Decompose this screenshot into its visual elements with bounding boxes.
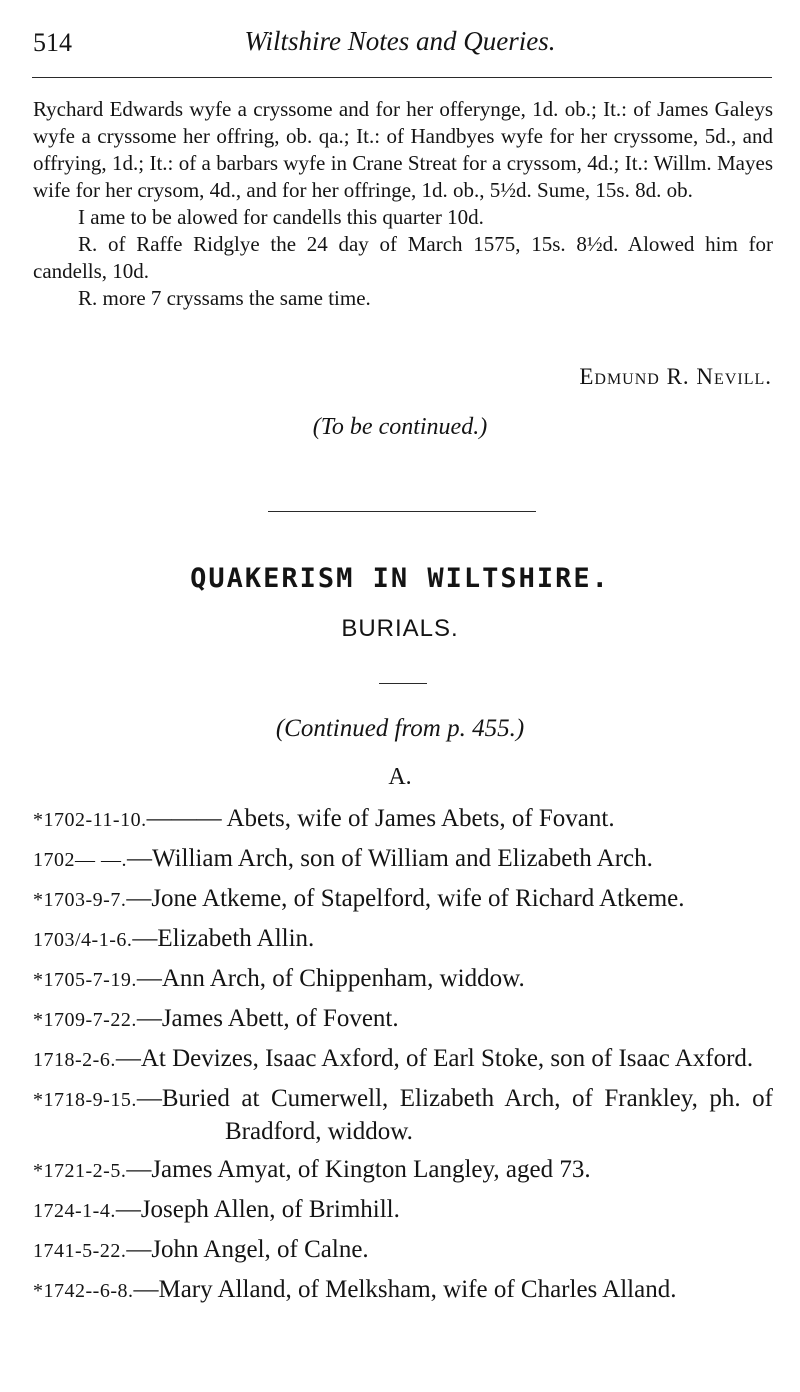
burial-entry [33, 883, 773, 916]
entry-date: 1741-5-22. [33, 1240, 127, 1262]
burial-entry [33, 1083, 773, 1147]
entry-date: 1718-2-6. [33, 1049, 116, 1071]
entry-text: —At Devizes, Isaac Axford, of Earl Stoke, son of Isaac Axford. [115, 1045, 754, 1072]
article-title: QUAKERISM IN WILTSHIRE. [190, 563, 610, 594]
burial-entry [33, 843, 773, 876]
burial-entry [33, 963, 773, 996]
entry-text: —Jone Atkeme, of Stapelford, wife of Richard Atkeme. [126, 885, 685, 912]
header-rule [32, 77, 772, 78]
burial-entry [33, 1234, 773, 1267]
article-subtitle: BURIALS. [341, 615, 459, 642]
title-divider [379, 683, 427, 684]
entry-date: 1703/4-1-6. [33, 929, 133, 951]
burial-entry [33, 1274, 773, 1307]
to-be-continued: (To be continued.) [312, 414, 488, 440]
entry-text: —Elizabeth Allin. [132, 925, 315, 952]
entry-text: —Mary Alland, of Melksham, wife of Charles Alland. [133, 1276, 677, 1303]
continued-from: (Continued from p. 455.) [275, 715, 525, 742]
entry-date: 1724-1-4. [33, 1200, 116, 1222]
entry-date: *1703-9-7. [33, 889, 127, 911]
entry-text: —John Angel, of Calne. [126, 1236, 369, 1263]
entry-date: *1709-7-22. [33, 1009, 137, 1031]
entry-text: —James Amyat, of Kington Langley, aged 73. [126, 1156, 591, 1183]
entry-text: —Ann Arch, of Chippenham, widdow. [136, 965, 525, 992]
entry-text: —Buried at Cumerwell, Elizabeth Arch, of Frankley, ph. of Bradford, widdow. [136, 1085, 773, 1145]
burial-entry [33, 803, 773, 836]
entry-text: —Joseph Allen, of Brimhill. [115, 1196, 400, 1223]
section-divider [268, 511, 536, 512]
entry-text: —William Arch, son of William and Elizabeth Arch. [127, 845, 653, 872]
entry-date: *1721-2-5. [33, 1160, 127, 1182]
entry-text: —James Abett, of Fovent. [136, 1005, 399, 1032]
page-number: 514 [33, 28, 72, 57]
burial-entry [33, 1194, 773, 1227]
entry-date: *1718-9-15. [33, 1089, 137, 1111]
previous-article-text [33, 96, 773, 312]
paragraph: R. of Raffe Ridglye the 24 day of March 1575, 15s. 8½d. Alowed him for candells, 10d. [33, 232, 773, 283]
author-signature: Edmund R. Nevill. [579, 364, 772, 389]
section-letter: A. [388, 764, 412, 790]
paragraph: Rychard Edwards wyfe a cryssome and for her offerynge, 1d. ob.; It.: of James Galeys wyfe a cryssome her offring, ob. qa.; It.: of Handbyes wyfe for her cryssome, 5d., and offrying, 1d.; It.: of a barbars wyfe in Crane Streat for a cryssom, 4d.; It.: Willm. Mayes wife for her crysom, 4d., and for her offringe, 1d. ob., 5½d. Sume, 15s. 8d. ob. [33, 97, 773, 202]
entry-date: *1705-7-19. [33, 969, 137, 991]
burial-entry [33, 1003, 773, 1036]
running-title: Wiltshire Notes and Queries. [244, 26, 556, 56]
burial-entries [33, 803, 773, 1314]
burial-entry [33, 923, 773, 956]
entry-text: ——— Abets, wife of James Abets, of Fovant. [146, 805, 615, 832]
entry-date: *1742--6-8. [33, 1280, 134, 1302]
burial-entry [33, 1043, 773, 1076]
paragraph: I ame to be alowed for candells this quarter 10d. [78, 205, 484, 229]
entry-date: *1702-11-10. [33, 809, 147, 831]
paragraph: R. more 7 cryssams the same time. [78, 286, 371, 310]
entry-date: 1702— —. [33, 849, 127, 871]
burial-entry [33, 1154, 773, 1187]
